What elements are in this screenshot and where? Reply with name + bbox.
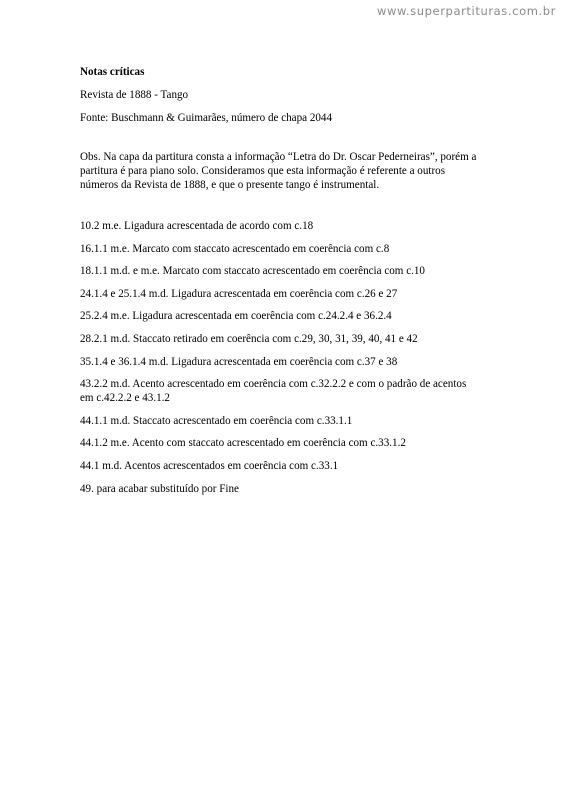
note-item: 35.1.4 e 36.1.4 m.d. Ligadura acrescentada em coerência com c.37 e 38 <box>80 355 398 368</box>
note-item: 43.2.2 m.d. Acento acrescentado em coerência com c.32.2.2 e com o padrão de acentos em c.42.2.2 e 43.1.2 <box>80 378 467 405</box>
note-item: 49. para acabar substituído por Fine <box>80 482 239 495</box>
observation-paragraph: Obs. Na capa da partitura consta a informação “Letra do Dr. Oscar Pederneiras”, porém a partitura é para piano solo. Consideramos que esta informação é referente a outros números da Revista de 1888, e que o presente tango é instrumental. <box>80 151 477 191</box>
note-item: 44.1.2 m.e. Acento com staccato acrescentado em coerência com c.33.1.2 <box>80 437 406 450</box>
site-watermark: www.superpartituras.com.br <box>376 4 556 18</box>
note-item: 24.1.4 e 25.1.4 m.d. Ligadura acrescentada em coerência com c.26 e 27 <box>80 287 398 300</box>
note-item: 16.1.1 m.e. Marcato com staccato acrescentado em coerência com c.8 <box>80 242 390 255</box>
note-item: 25.2.4 m.e. Ligadura acrescentada em coerência com c.24.2.4 e 36.2.4 <box>80 310 392 323</box>
note-item: 28.2.1 m.d. Staccato retirado em coerência com c.29, 30, 31, 39, 40, 41 e 42 <box>80 332 418 345</box>
document-title: Notas críticas <box>80 66 145 78</box>
work-subtitle: Revista de 1888 - Tango <box>80 89 189 101</box>
source-line: Fonte: Buschmann & Guimarães, número de chapa 2044 <box>80 112 333 124</box>
note-item: 44.1 m.d. Acentos acrescentados em coerência com c.33.1 <box>80 459 339 472</box>
note-item: 10.2 m.e. Ligadura acrescentada de acordo com c.18 <box>80 220 314 232</box>
document-body <box>80 65 480 504</box>
critical-notes-list <box>80 219 480 496</box>
note-item: 44.1.1 m.d. Staccato acrescentado em coerência com c.33.1.1 <box>80 414 353 427</box>
note-item: 18.1.1 m.d. e m.e. Marcato com staccato acrescentado em coerência com c.10 <box>80 265 425 278</box>
